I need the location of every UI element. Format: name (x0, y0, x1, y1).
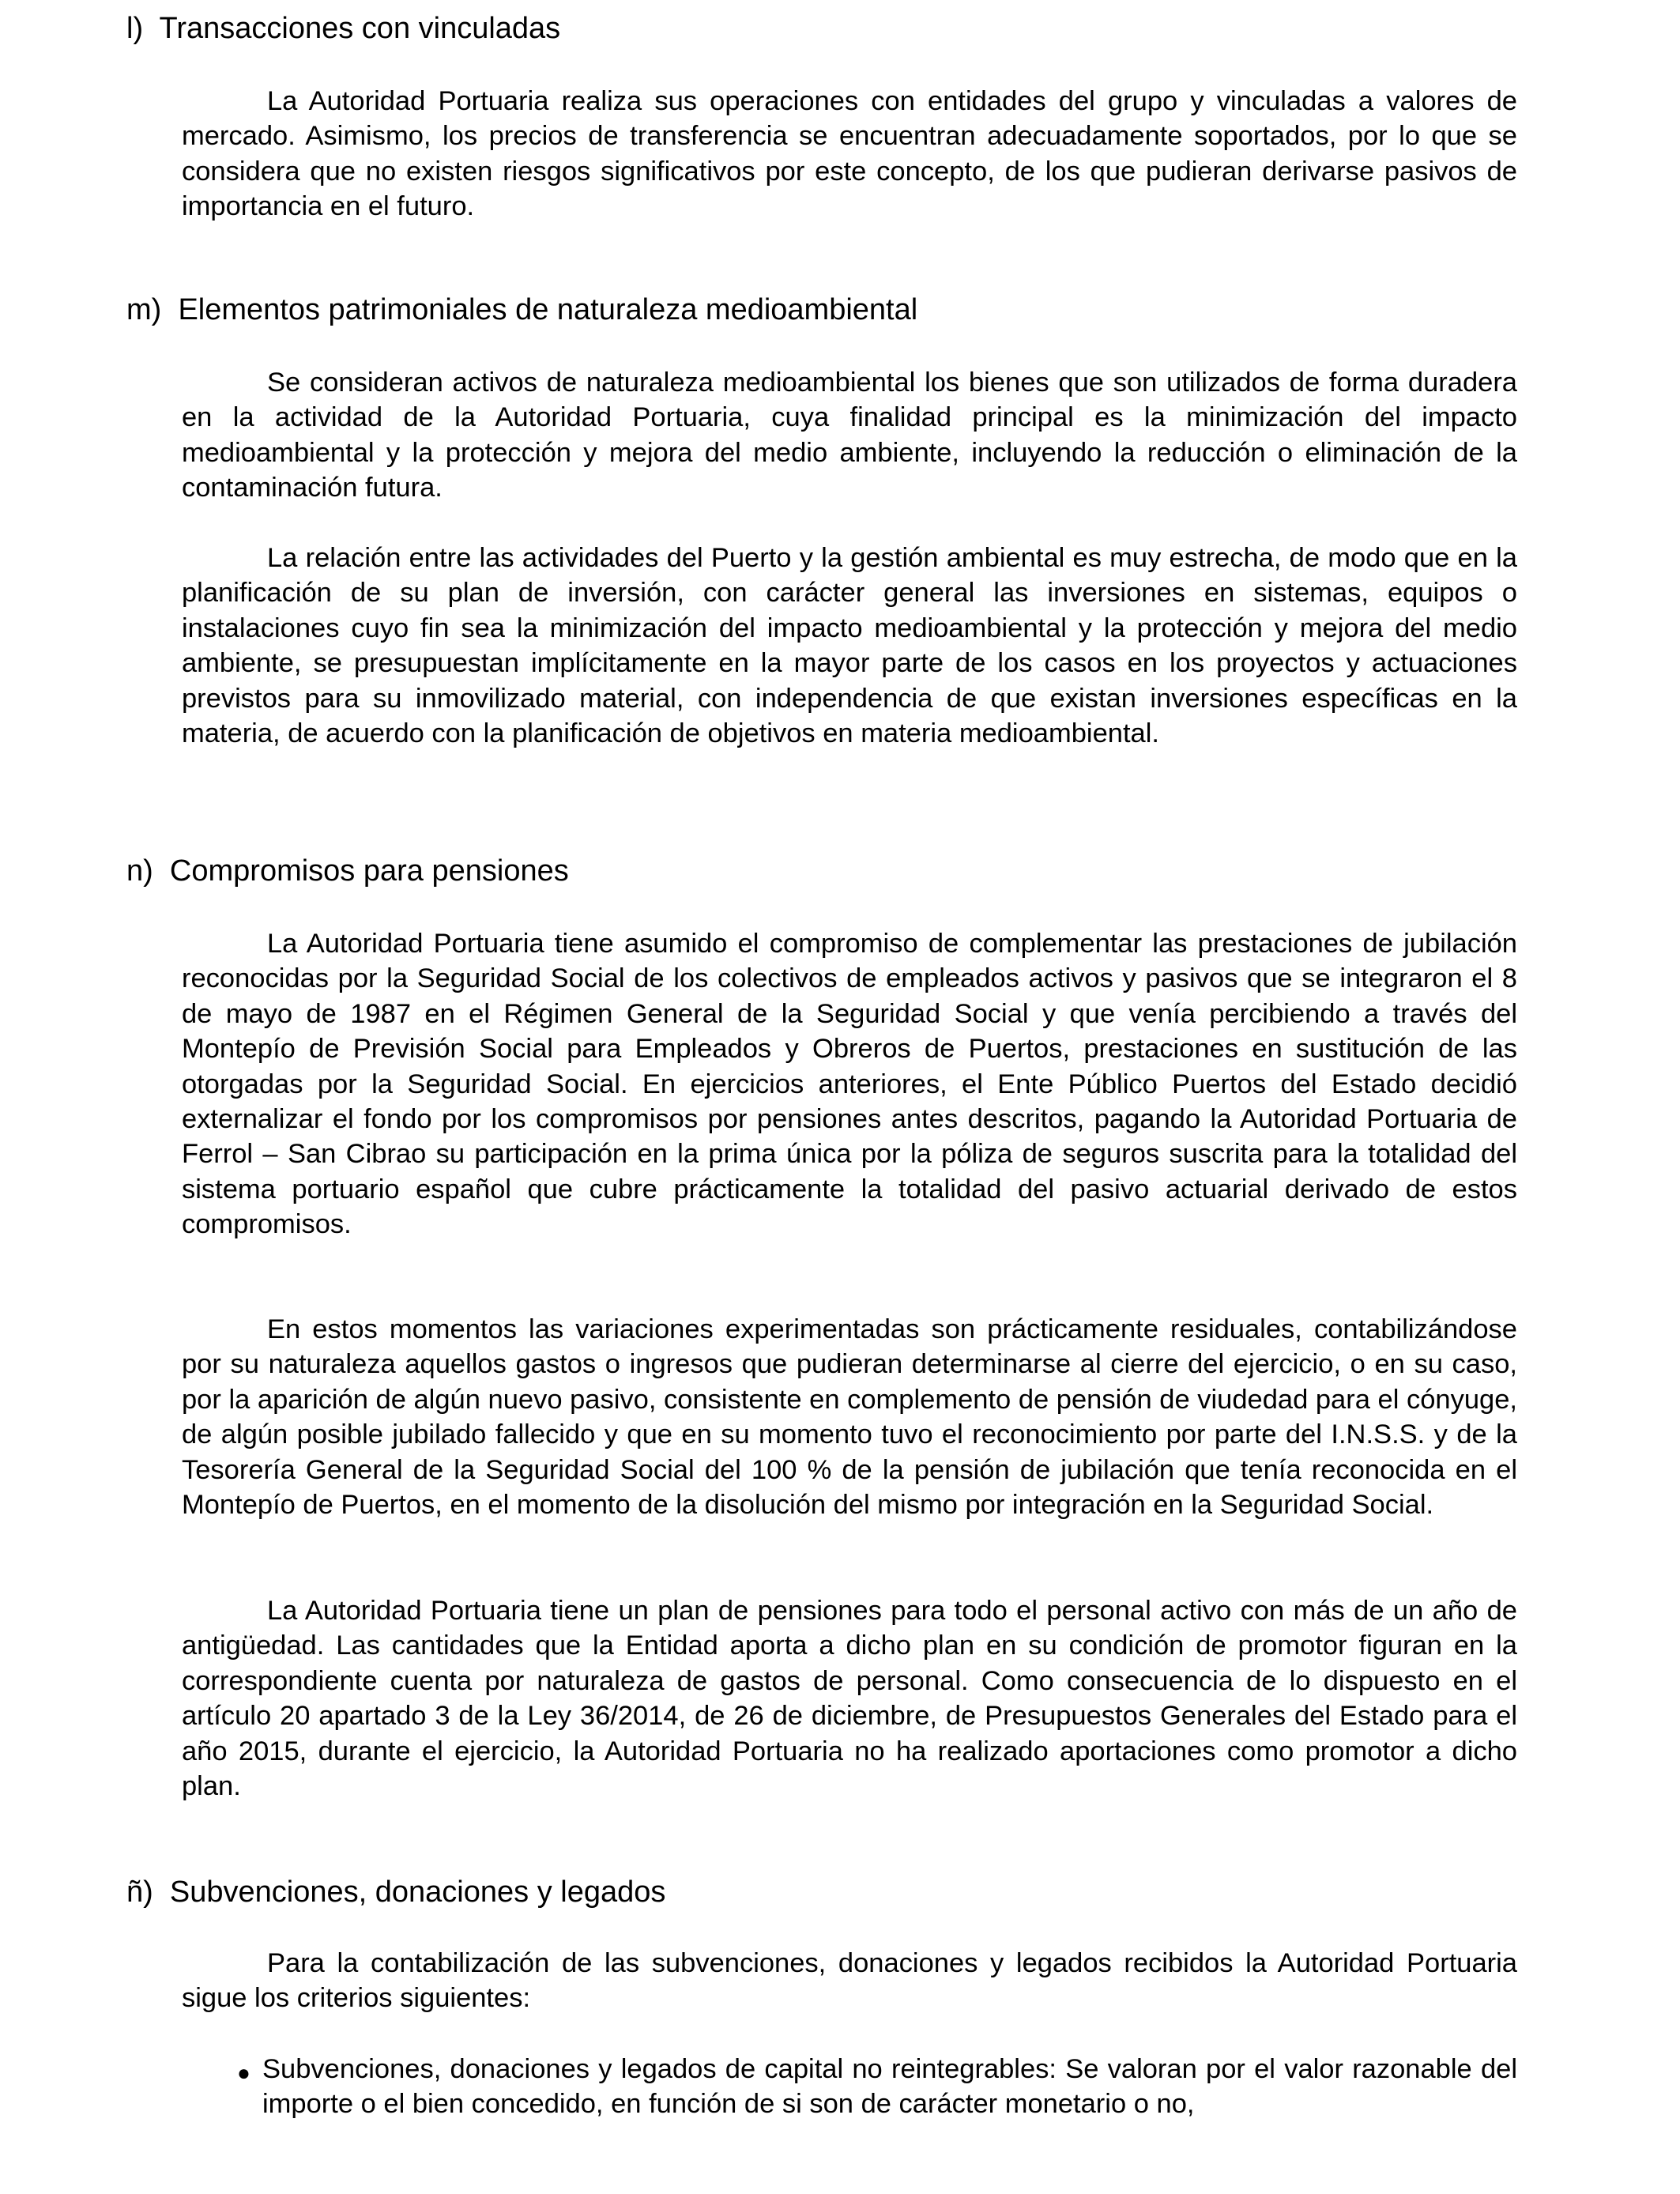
section-heading-l (126, 11, 560, 46)
section-letter: n) (126, 854, 153, 888)
section-letter: l) (126, 12, 144, 45)
section-letter: m) (126, 293, 162, 326)
paragraph: La Autoridad Portuaria realiza sus operaciones con entidades del grupo y vinculadas a valores de mercado. Asimismo, los precios de transferencia se encuentran adecuadamente soportados, por lo que se considera que no existen riesgos significativos por este concepto, de los que pudieran derivarse pasivos de importancia en el futuro. (182, 86, 1517, 222)
section-heading-n-tilde (126, 1875, 665, 1909)
list-item-text: Subvenciones, donaciones y legados de capital no reintegrables: Se valoran por el valor razonable del importe o el bien concedido, en función de si son de carácter monetario o no, (262, 2054, 1517, 2120)
section-heading-m (126, 292, 917, 327)
paragraph: Se consideran activos de naturaleza medioambiental los bienes que son utilizados de forma duradera en la actividad de la Autoridad Portuaria, cuya finalidad principal es la minimización del impacto medioambiental y la protección y mejora del medio ambiente, incluyendo la reducción o eliminación de la contaminación futura. (182, 368, 1517, 503)
list-item (229, 2052, 1517, 2122)
bullet-icon: ● (237, 2060, 250, 2085)
paragraph: En estos momentos las variaciones experimentadas son prácticamente residuales, contabilizándose por su naturaleza aquellos gastos o ingresos que pudieran determinarse al cierre del ejercicio, o en su caso, por la aparición de algún nuevo pasivo, consistente en complemento de pensión de viudedad para el cónyuge, de algún posible jubilado fallecido y que en su momento tuvo el reconocimiento por parte del I.N.S.S. y de la Tesorería General de la Seguridad Social del 100 % de la pensión de jubilación que tenía reconocida en el Montepío de Puertos, en el momento de la disolución del mismo por integración en la Seguridad Social. (182, 1314, 1517, 1521)
paragraph: La Autoridad Portuaria tiene un plan de pensiones para todo el personal activo con más de un año de antigüedad. Las cantidades que la Entidad aporta a dicho plan en su condición de promotor figuran en la correspondiente cuenta por naturaleza de gastos de personal. Como consecuencia de lo dispuesto en el artículo 20 apartado 3 de la Ley 36/2014, de 26 de diciembre, de Presupuestos Generales del Estado para el año 2015, durante el ejercicio, la Autoridad Portuaria no ha realizado aportaciones como promotor a dicho plan. (182, 1596, 1517, 1802)
paragraph: La relación entre las actividades del Puerto y la gestión ambiental es muy estrecha, de modo que en la planificación de su plan de inversión, con carácter general las inversiones en sistemas, equipos o instalaciones cuyo fin sea la minimización del impacto medioambiental y la protección y mejora del medio ambiente, se presupuestan implícitamente en la mayor parte de los casos en los proyectos y actuaciones previstos para su inmovilizado material, con independencia de que existan inversiones específicas en la materia, de acuerdo con la planificación de objetivos en materia medioambiental. (182, 543, 1517, 749)
section-title: Compromisos para pensiones (169, 854, 569, 888)
paragraph: La Autoridad Portuaria tiene asumido el compromiso de complementar las prestaciones de jubilación reconocidas por la Seguridad Social de los colectivos de empleados activos y pasivos que se integraron el 8 de mayo de 1987 en el Régimen General de la Seguridad Social y que venía percibiendo a través del Montepío de Previsión Social para Empleados y Obreros de Puertos, prestaciones en sustitución de las otorgadas por la Seguridad Social. En ejercicios anteriores, el Ente Público Puertos del Estado decidió externalizar el fondo por los compromisos por pensiones antes descritos, pagando la Autoridad Portuaria de Ferrol – San Cibrao su participación en la prima única por la póliza de seguros suscrita para la totalidad del sistema portuario español que cubre prácticamente la totalidad del pasivo actuarial derivado de estos compromisos. (182, 929, 1517, 1240)
section-title: Subvenciones, donaciones y legados (169, 1875, 666, 1909)
section-title: Transacciones con vinculadas (159, 12, 561, 45)
section-heading-n (126, 854, 569, 888)
section-title: Elementos patrimoniales de naturaleza medioambiental (178, 293, 918, 326)
paragraph: Para la contabilización de las subvenciones, donaciones y legados recibidos la Autoridad Portuaria sigue los criterios siguientes: (182, 1948, 1517, 2014)
bullet-list (229, 2052, 1517, 2122)
section-letter: ñ) (126, 1875, 153, 1909)
